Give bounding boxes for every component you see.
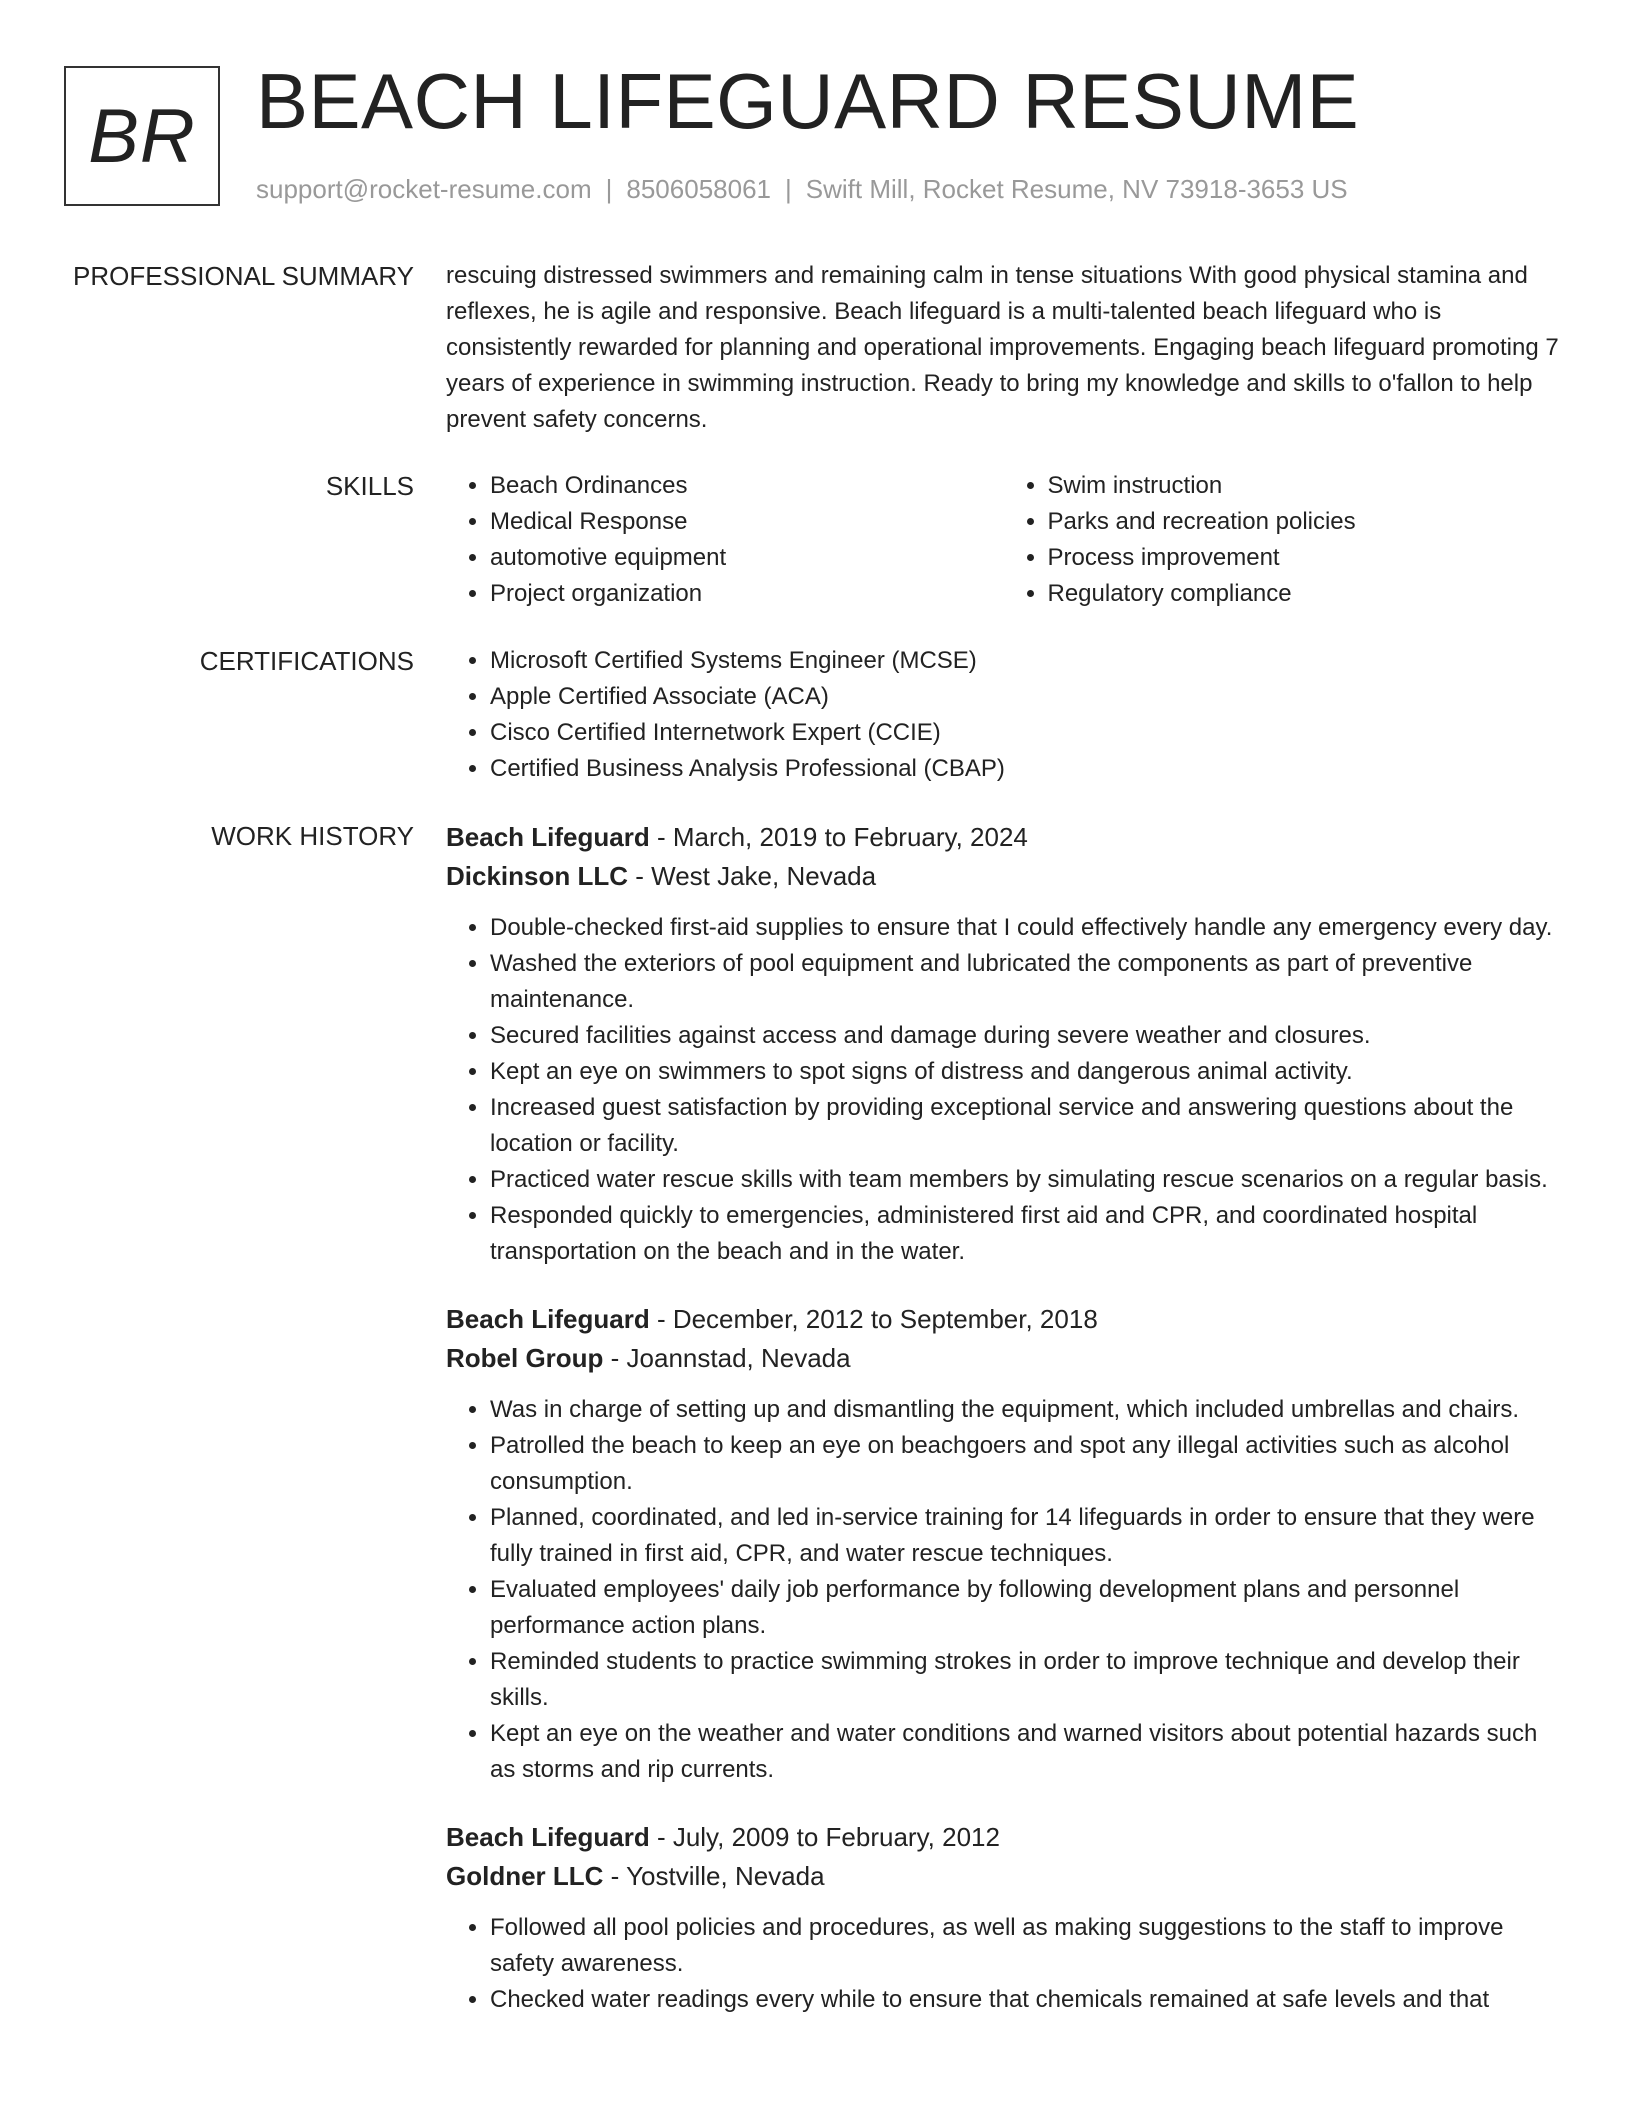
job-company: Robel Group bbox=[446, 1343, 604, 1373]
skill-item: • Project organization bbox=[490, 576, 1004, 612]
certifications-content bbox=[446, 643, 1561, 787]
summary-content bbox=[446, 258, 1561, 438]
job-title: Beach Lifeguard bbox=[446, 822, 650, 852]
job-bullets bbox=[446, 1392, 1561, 1788]
contact-phone: 8506058061 bbox=[626, 174, 771, 204]
skill-item: • Medical Response bbox=[490, 504, 1004, 540]
job-entry bbox=[446, 818, 1561, 1270]
certifications-label: CERTIFICATIONS bbox=[199, 646, 414, 676]
job-bullets bbox=[446, 910, 1561, 1270]
job-bullet: • Practiced water rescue skills with team members by simulating rescue scenarios on a regular basis. bbox=[490, 1162, 1561, 1198]
job-bullet: • Responded quickly to emergencies, administered first aid and CPR, and coordinated hospital transportation on the beach and in the water. bbox=[490, 1198, 1561, 1270]
job-company-line bbox=[446, 1339, 1561, 1378]
monogram-initials: BR bbox=[88, 93, 196, 179]
job-bullet: • Evaluated employees' daily job performance by following development plans and personnel performance action plans. bbox=[490, 1572, 1561, 1644]
skills-label: SKILLS bbox=[325, 471, 414, 501]
job-bullet: • Patrolled the beach to keep an eye on beachgoers and spot any illegal activities such as alcohol consumption. bbox=[490, 1428, 1561, 1500]
certification-item: • Microsoft Certified Systems Engineer (MCSE) bbox=[490, 643, 1561, 679]
certification-item: • Apple Certified Associate (ACA) bbox=[490, 679, 1561, 715]
summary-text: rescuing distressed swimmers and remaining calm in tense situations With good physical stamina and reflexes, he is agile and responsive. Beach lifeguard is a multi-talented beach lifeguard who is consistently rewarded for planning and operational improvements. Engaging beach lifeguard promoting 7 years of experience in swimming instruction. Ready to bring my knowledge and skills to o'fallon to help prevent safety concerns. bbox=[446, 262, 1559, 433]
certifications-list bbox=[446, 643, 1561, 787]
summary-label: PROFESSIONAL SUMMARY bbox=[73, 261, 414, 291]
skills-content bbox=[446, 468, 1561, 612]
skill-item: • Process improvement bbox=[1048, 540, 1562, 576]
job-company-line bbox=[446, 1857, 1561, 1896]
skill-item: • Parks and recreation policies bbox=[1048, 504, 1562, 540]
contact-line bbox=[256, 174, 1348, 205]
job-bullet: • Followed all pool policies and procedures, as well as making suggestions to the staff to improve safety awareness. bbox=[490, 1910, 1561, 1982]
certification-item: • Certified Business Analysis Professional (CBAP) bbox=[490, 751, 1561, 787]
skill-item: • Regulatory compliance bbox=[1048, 576, 1562, 612]
certification-item: • Cisco Certified Internetwork Expert (CCIE) bbox=[490, 715, 1561, 751]
job-location: - Yostville, Nevada bbox=[603, 1861, 825, 1891]
job-company-line bbox=[446, 857, 1561, 896]
job-bullet: • Washed the exteriors of pool equipment and lubricated the components as part of preventive maintenance. bbox=[490, 946, 1561, 1018]
job-title-line bbox=[446, 1818, 1561, 1857]
job-bullet: • Checked water readings every while to ensure that chemicals remained at safe levels and that bbox=[490, 1982, 1561, 2018]
job-dates: - March, 2019 to February, 2024 bbox=[649, 822, 1028, 852]
job-entry bbox=[446, 1300, 1561, 1788]
job-bullets bbox=[446, 1910, 1561, 2018]
contact-email: support@rocket-resume.com bbox=[256, 174, 592, 204]
job-bullet: • Increased guest satisfaction by providing exceptional service and answering questions about the location or facility. bbox=[490, 1090, 1561, 1162]
skill-item: • Swim instruction bbox=[1048, 468, 1562, 504]
job-entry bbox=[446, 1818, 1561, 2018]
job-bullet: • Reminded students to practice swimming strokes in order to improve technique and develop their skills. bbox=[490, 1644, 1561, 1716]
job-bullet: • Was in charge of setting up and dismantling the equipment, which included umbrellas and chairs. bbox=[490, 1392, 1561, 1428]
skills-column-1 bbox=[446, 468, 1004, 612]
job-bullet: • Planned, coordinated, and led in-service training for 14 lifeguards in order to ensure that they were fully trained in first aid, CPR, and water rescue techniques. bbox=[490, 1500, 1561, 1572]
monogram-logo bbox=[64, 66, 220, 206]
job-dates: - December, 2012 to September, 2018 bbox=[649, 1304, 1098, 1334]
skill-item: • automotive equipment bbox=[490, 540, 1004, 576]
contact-separator: | bbox=[785, 174, 792, 204]
job-location: - West Jake, Nevada bbox=[628, 861, 877, 891]
job-bullet: • Secured facilities against access and damage during severe weather and closures. bbox=[490, 1018, 1561, 1054]
job-bullet: • Kept an eye on the weather and water conditions and warned visitors about potential hazards such as storms and rip currents. bbox=[490, 1716, 1561, 1788]
contact-address: Swift Mill, Rocket Resume, NV 73918-3653 US bbox=[805, 174, 1348, 204]
job-company: Goldner LLC bbox=[446, 1861, 604, 1891]
skill-item: • Beach Ordinances bbox=[490, 468, 1004, 504]
skills-column-2 bbox=[1004, 468, 1562, 612]
job-bullet: • Kept an eye on swimmers to spot signs of distress and dangerous animal activity. bbox=[490, 1054, 1561, 1090]
job-title: Beach Lifeguard bbox=[446, 1822, 650, 1852]
contact-separator: | bbox=[605, 174, 613, 204]
work-history-content bbox=[446, 818, 1561, 2048]
job-company: Dickinson LLC bbox=[446, 861, 629, 891]
job-title-line bbox=[446, 1300, 1561, 1339]
job-dates: - July, 2009 to February, 2012 bbox=[649, 1822, 1000, 1852]
job-title-line bbox=[446, 818, 1561, 857]
job-location: - Joannstad, Nevada bbox=[603, 1343, 851, 1373]
work-history-label: WORK HISTORY bbox=[211, 821, 414, 851]
resume-title: BEACH LIFEGUARD RESUME bbox=[256, 57, 1360, 145]
job-title: Beach Lifeguard bbox=[446, 1304, 650, 1334]
job-bullet: • Double-checked first-aid supplies to ensure that I could effectively handle any emergency every day. bbox=[490, 910, 1561, 946]
